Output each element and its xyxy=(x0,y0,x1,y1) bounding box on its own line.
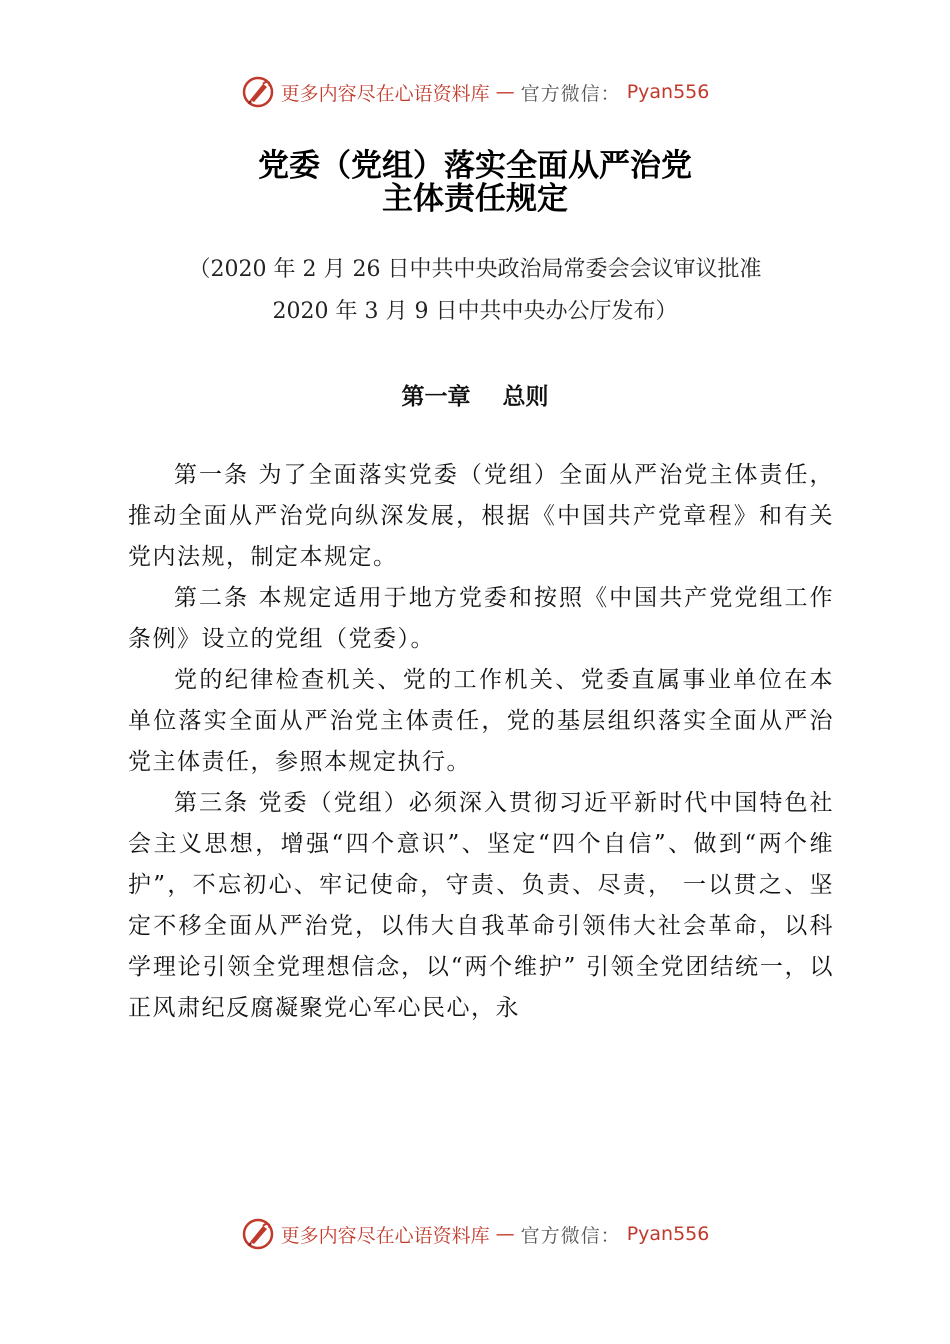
document-body xyxy=(128,455,834,1029)
pen-feather-logo-icon xyxy=(241,75,275,109)
banner-text: 更多内容尽在心语资料库 xyxy=(280,1224,490,1247)
title-line-2: 主体责任规定 xyxy=(382,181,568,217)
paragraph-article-2: 第二条 本规定适用于地方党委和按照《中国共产党党组工作条例》设立的党组（党委）。 xyxy=(128,585,834,652)
banner-text: 更多内容尽在心语资料库 xyxy=(280,82,490,105)
banner-wechat-id: Pyan556 xyxy=(626,1223,710,1245)
banner-wechat-id: Pyan556 xyxy=(626,81,710,103)
subtitle-line-1: （2020 年 2 月 26 日中共中央政治局常委会会议审议批准 xyxy=(188,257,762,282)
chapter-heading: 第一章 总则 xyxy=(401,384,549,410)
banner-wechat-label: 官方微信： xyxy=(520,82,621,105)
banner-wechat-label: 官方微信： xyxy=(520,1224,621,1247)
paragraph-article-1: 第一条 为了全面落实党委（党组）全面从严治党主体责任，推动全面从严治党向纵深发展，根据《中国共产党章程》和有关党内法规，制定本规定。 xyxy=(128,462,834,570)
banner-separator: — xyxy=(495,1223,515,1245)
paragraph-article-3: 第三条 党委（党组）必须深入贯彻习近平新时代中国特色社会主义思想，增强“四个意识”、坚定“四个自信”、做到“两个维护”，不忘初心、牢记使命，守责、负责、尽责， 一以贯之、坚定不移全面从严治党，以伟大自我革命引领伟大社会革命，以科学理论引领全党理想信念，以“两个维护” 引领全党团结统一，以正风肃纪反腐凝聚党心军心民心，永 xyxy=(128,790,834,1021)
paragraph-article-2-clause: 党的纪律检查机关、党的工作机关、党委直属事业单位在本单位落实全面从严治党主体责任，党的基层组织落实全面从严治党主体责任，参照本规定执行。 xyxy=(128,667,834,775)
pen-feather-logo-icon xyxy=(241,1217,275,1251)
footer-banner xyxy=(0,1214,950,1254)
title-line-1: 党委（党组）落实全面从严治党 xyxy=(258,148,692,184)
header-banner xyxy=(0,72,950,112)
subtitle-line-2: 2020 年 3 月 9 日中共中央办公厅发布） xyxy=(272,299,678,324)
document-title xyxy=(0,150,950,216)
banner-separator: — xyxy=(495,81,515,103)
